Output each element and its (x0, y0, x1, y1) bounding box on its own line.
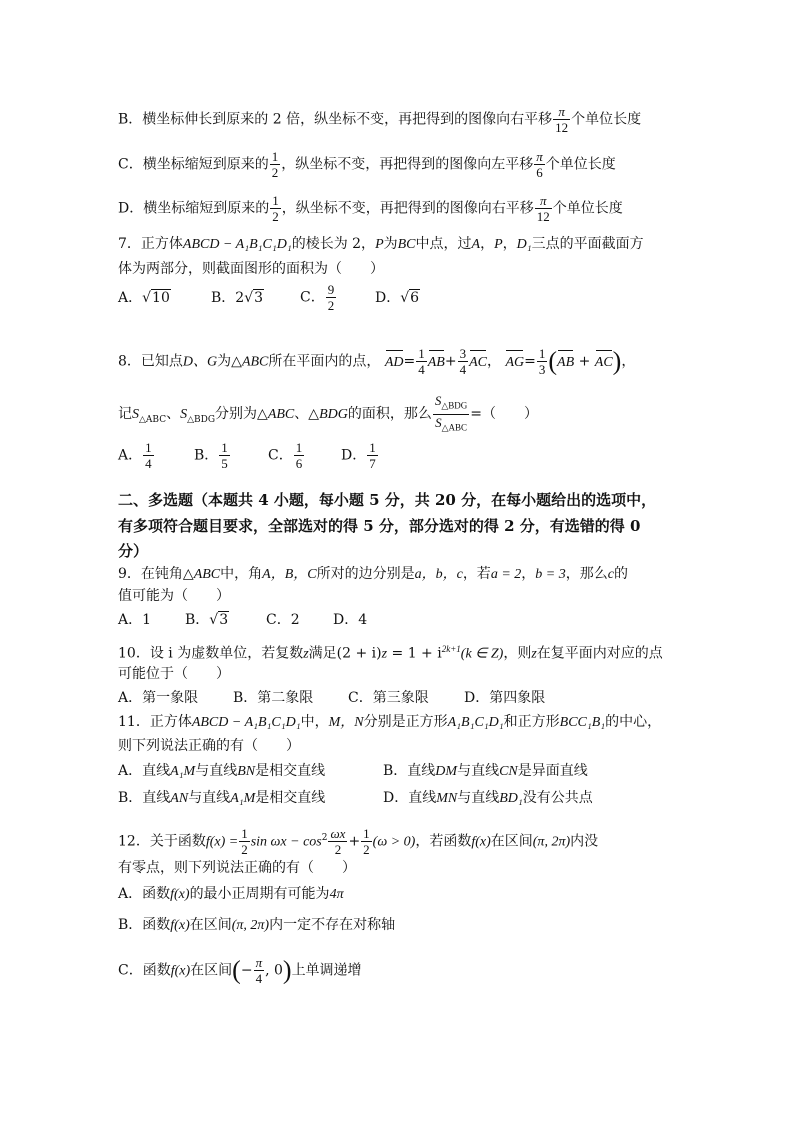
q11-stem-line2: 则下列说法正确的有（ ） (118, 738, 300, 754)
q9-option-c: C．2 (266, 612, 300, 628)
q9-option-a: A．1 (118, 612, 152, 628)
section-heading-line2: 有多项符合题目要求，全部选对的得 5 分，部分选对的得 2 分，有选错的得 0 (118, 517, 641, 535)
q10-option-a: A．第一象限 (118, 690, 199, 706)
fraction: $\frac{1}{2}$ (272, 193, 279, 224)
q12-stem-line1: 12．关于函数f(x) = $\frac{1}{2}$ $\sin \omega x - \cos^2$ $\frac{\omega x}{2}$ + $\frac{1}{2}$ (ω > 0)，若函数f(x)在区间(π, 2π)内没 (118, 826, 599, 857)
fraction: $\frac{1}{4}$ (418, 346, 425, 377)
q6-option-d: D．横坐标缩短到原来的 $\frac{1}{2}$ ，纵坐标不变，再把得到的图像向右平移 $\frac{\pi}{12}$ 个单位长度 (118, 193, 623, 224)
fraction: $\frac{1}{2}$ (271, 149, 279, 180)
q12-option-c: C．函数f(x)在区间(− $\frac{\pi}{4}$ , 0)上单调递增 (118, 955, 362, 986)
q9-option-d: D．4 (333, 612, 368, 628)
fraction: $\frac{\omega x}{2}$ (330, 826, 346, 857)
q9-stem-line2: 值可能为（ ） (118, 588, 230, 604)
q11-option-c: B．直线AN与直线A₁M是相交直线 (118, 790, 326, 806)
section-heading: 二、多选题（本题共 4 小题，每小题 5 分，共 20 分，在每小题给出的选项中， (118, 491, 657, 509)
q10-option-b: B．第二象限 (233, 690, 314, 706)
q11-option-b: B．直线DM与直线CN是异面直线 (383, 763, 588, 779)
fraction: $\frac{1}{7}$ (369, 440, 376, 471)
q11-option-d: D．直线MN与直线BD₁没有公共点 (383, 790, 593, 806)
q12-option-b: B．函数f(x)在区间(π, 2π)内一定不存在对称轴 (118, 917, 396, 933)
fraction: $\frac{\pi}{6}$ (536, 149, 543, 180)
q8-stem-line1: 8．已知点D、G为△ABC所在平面内的点， AD= $\frac{1}{4}$ AB+ $\frac{3}{4}$ AC， AG= $\frac{1}{3}$ (AB + AC)， (118, 346, 636, 377)
q7-option-d: D．√6 (375, 290, 420, 306)
q10-stem-line1: 10．设 i 为虚数单位，若复数z满足$(2 + i)z = 1 + i^{2k+1}(k$ ∈ Z)，则z在复平面内对应的点 (118, 644, 663, 662)
q11-stem-line1: 11．正方体ABCD − A₁B₁C₁D₁中，M，N分别是正方形A₁B₁C₁D₁和正方形BCC₁B₁的中心， (118, 714, 662, 730)
q10-option-d: D．第四象限 (464, 690, 546, 706)
fraction: $\frac{3}{4}$ (459, 346, 467, 377)
fraction: $\frac{\pi}{12}$ (555, 104, 569, 135)
fraction: $\frac{1}{2}$ (363, 826, 370, 857)
q8-option-a: A． $\frac{1}{4}$ (118, 440, 152, 471)
q7-stem-line2: 体为两部分，则截面图形的面积为（ ） (118, 261, 384, 277)
q8-option-b: B． $\frac{1}{5}$ (194, 440, 228, 471)
q8-option-d: D． $\frac{1}{7}$ (341, 440, 376, 471)
section-heading-line3: 分） (118, 542, 149, 560)
q8-option-c: C． $\frac{1}{6}$ (268, 440, 303, 471)
q6-option-b: B．横坐标伸长到原来的 2 倍，纵坐标不变，再把得到的图像向右平移 $\frac{\pi}{12}$ 个单位长度 (118, 104, 642, 135)
fraction: $\frac{1}{6}$ (295, 440, 303, 471)
q9-option-b: B．√3 (185, 612, 229, 628)
fraction: $\frac{\pi}{12}$ (536, 193, 550, 224)
q9-stem-line1: 9．在钝角△ABC中，角A，B，C所对的边分别是a，b，c，若a = 2，b = 3，那么c的 (118, 566, 628, 582)
q12-option-a: A．函数f(x)的最小正周期有可能为4π (118, 886, 344, 902)
q7-option-b: B．2√3 (211, 290, 264, 306)
q10-option-c: C．第三象限 (348, 690, 429, 706)
q6-option-c: C．横坐标缩短到原来的 $\frac{1}{2}$ ，纵坐标不变，再把得到的图像向左平移 $\frac{\pi}{6}$ 个单位长度 (118, 149, 616, 180)
q7-option-a: A．√10 (118, 290, 170, 306)
q7-stem-line1: 7．正方体ABCD − A₁B₁C₁D₁的棱长为 2，P为BC中点，过A，P，D₁三点的平面截面方 (118, 236, 644, 252)
q8-stem-line2: 记$S_{\triangle ABC}$、$S_{\triangle BDG}$分别为△ABC、△BDG的面积，那么 $\frac{S_{\triangle BDG}}{S_{\triangle ABC}}$ =（ ） (118, 393, 538, 435)
fraction: $\frac{1}{5}$ (221, 440, 228, 471)
fraction: $\frac{S_{\triangle BDG}}{S_{\triangle ABC}}$ (434, 393, 468, 433)
q7-option-c: C． $\frac{9}{2}$ (300, 282, 335, 313)
fraction: $\frac{1}{3}$ (538, 346, 546, 377)
fraction: $\frac{9}{2}$ (327, 282, 335, 313)
q11-option-a: A．直线A₁M与直线BN是相交直线 (118, 763, 326, 779)
fraction: $\frac{1}{4}$ (145, 440, 152, 471)
q10-stem-line2: 可能位于（ ） (118, 666, 230, 682)
q12-stem-line2: 有零点，则下列说法正确的有（ ） (118, 860, 356, 876)
fraction: $\frac{1}{2}$ (241, 826, 248, 857)
fraction: $\frac{\pi}{4}$ (255, 955, 263, 986)
